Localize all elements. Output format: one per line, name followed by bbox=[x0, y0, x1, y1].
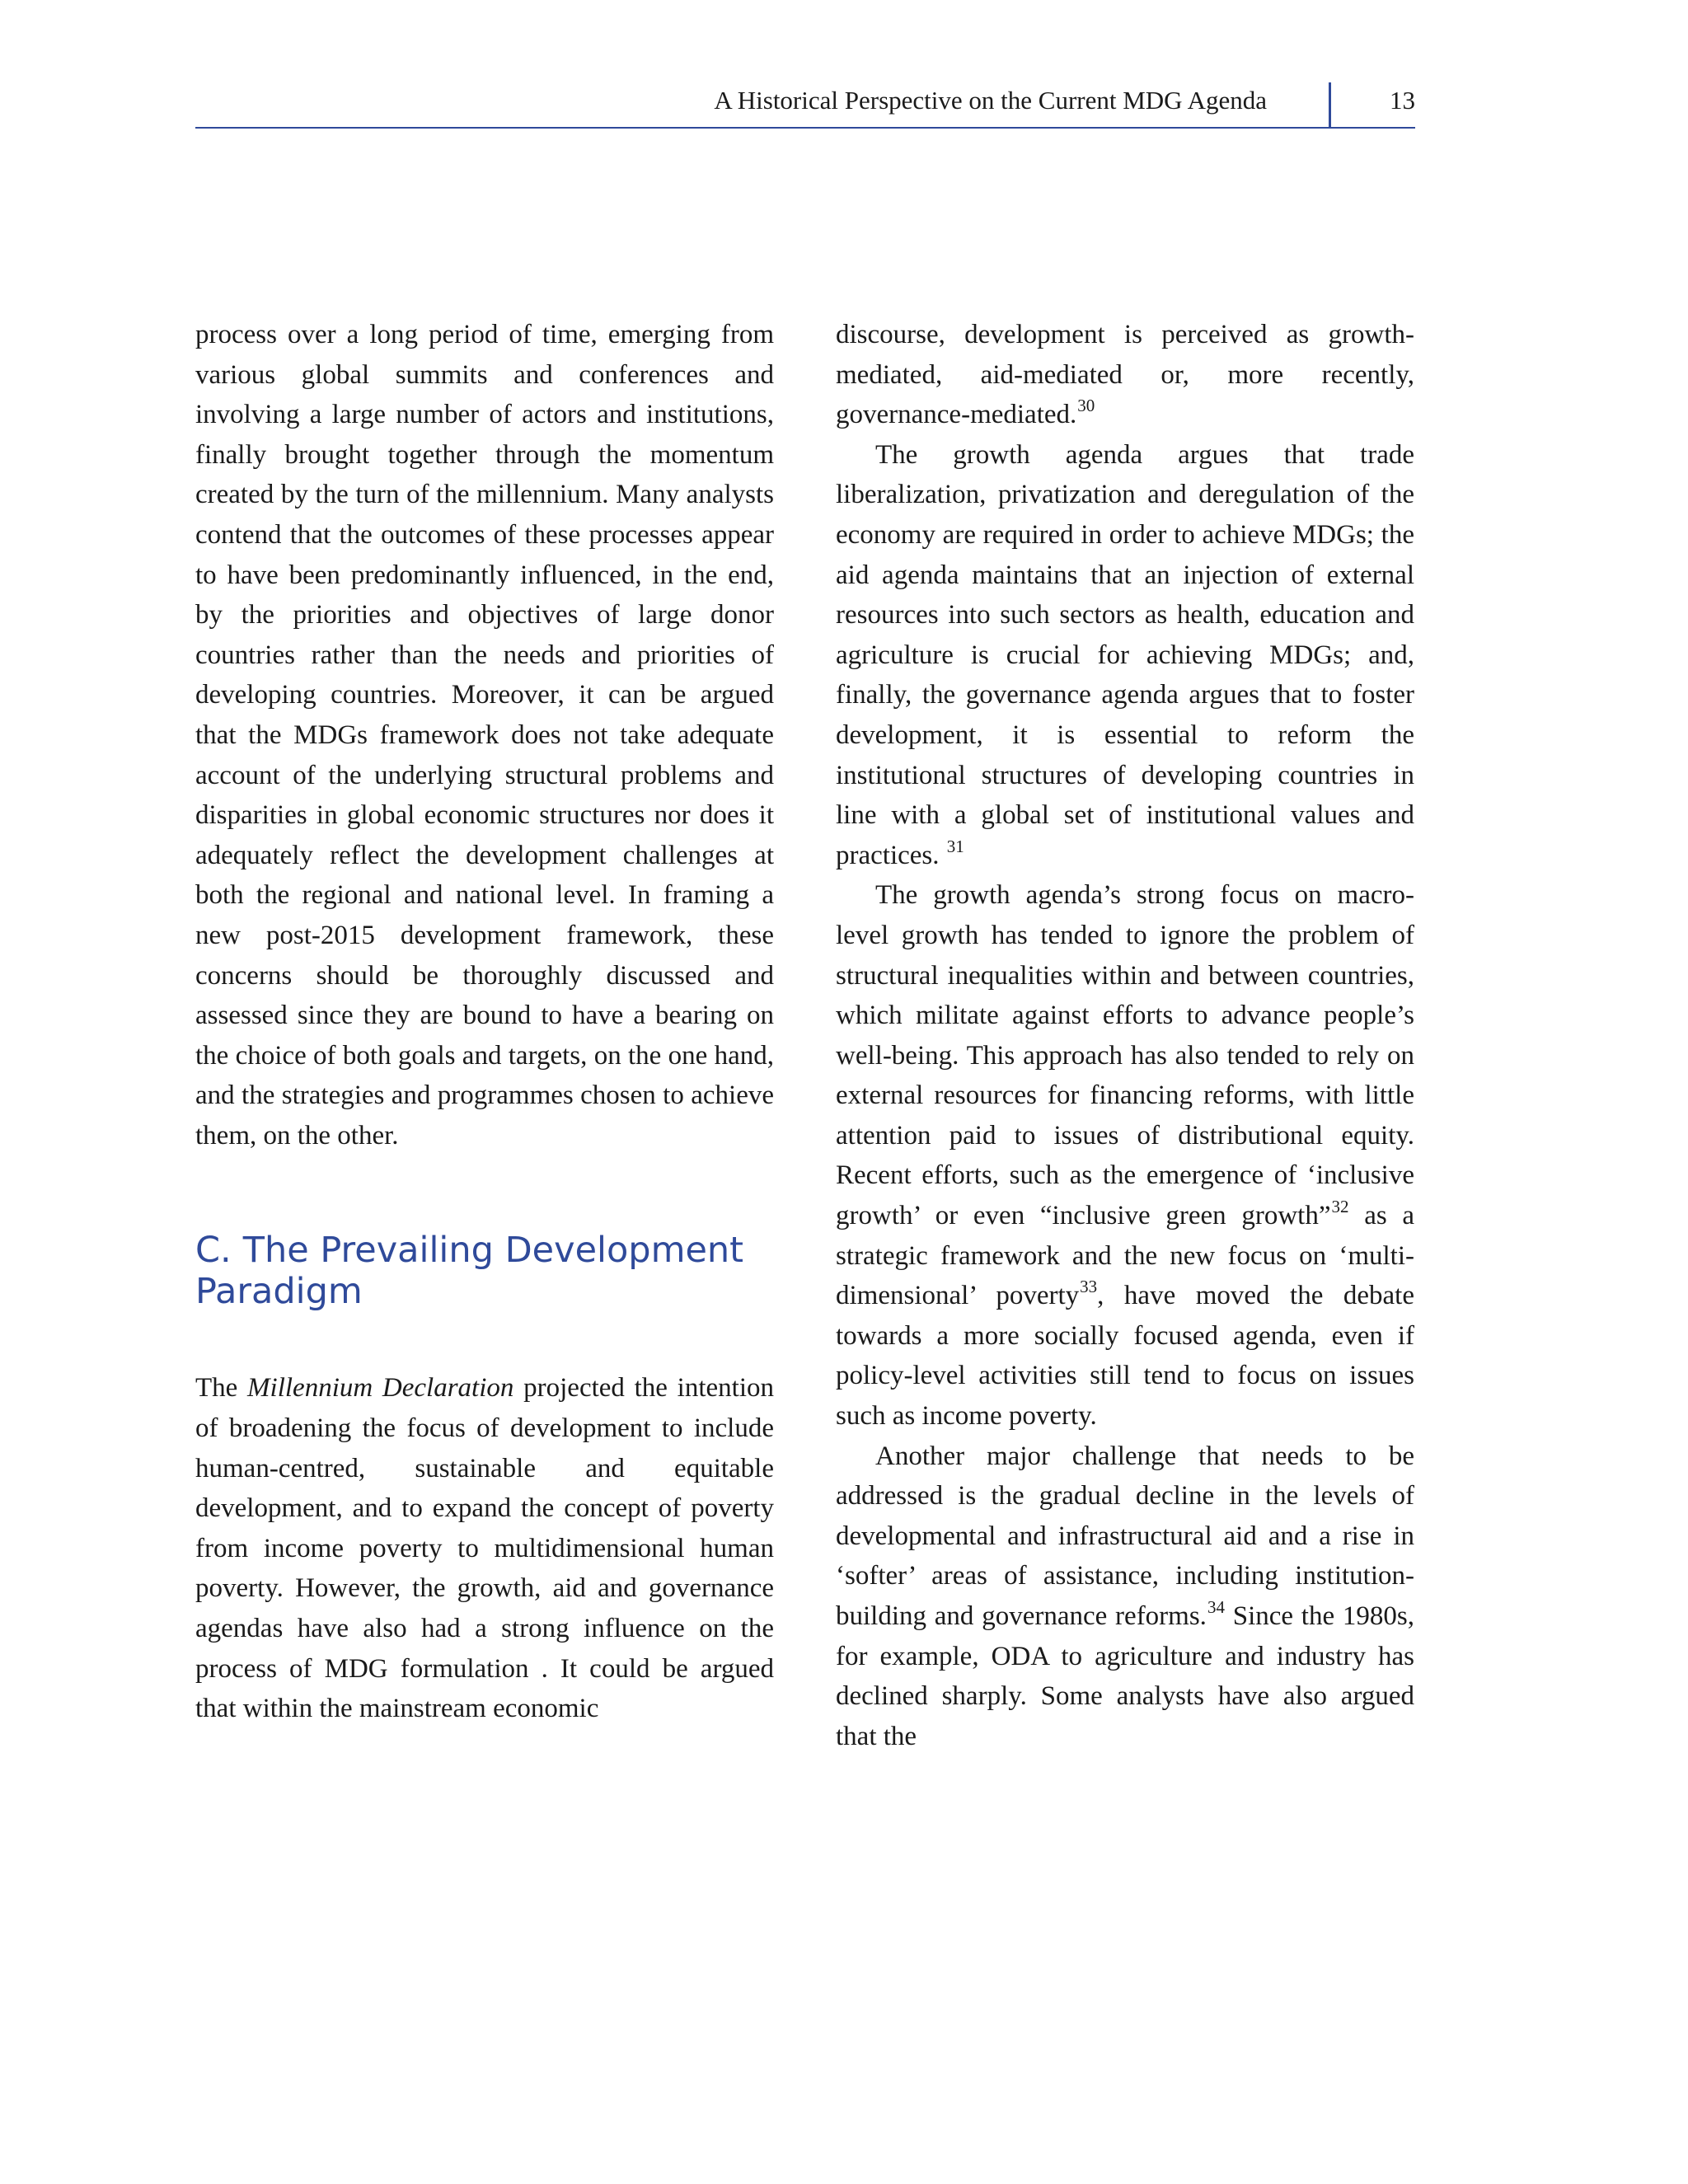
header-divider bbox=[1329, 82, 1331, 127]
footnote-ref-30[interactable]: 30 bbox=[1077, 396, 1095, 416]
paragraph-text: The growth agenda argues that trade liberalization, privatization and deregulation of the economy are required in order to achieve MDGs; the aid agenda maintains that an injection of external resources into such sectors as health, education and agriculture is crucial for achieving MDGs; and, finally, the governance agenda argues that to foster development, it is essential to reform the institutional structures of developing countries in line with a global set of institutional values and practices. bbox=[836, 439, 1414, 870]
paragraph-continued: process over a long period of time, emerging from various global summits and conferences and involving a large number of actors and institutions, finally brought together through the momentum created by the turn of the millennium. Many analysts contend that the outcomes of these processes appear to have been predominantly influenced, in the end, by the priorities and objectives of large donor countries rather than the needs and priorities of developing countries. Moreover, it can be argued that the MDGs framework does not take adequate account of the underlying structural problems and disparities in global economic structures nor does it adequately reflect the development challenges at both the regional and national level. In framing a new post-2015 development framework, these concerns should be thoroughly discussed and assessed since they are bound to have a bearing on the choice of both goals and targets, on the one hand, and the strategies and programmes chosen to achieve them, on the other. bbox=[195, 320, 774, 1151]
page-number: 13 bbox=[1390, 86, 1415, 115]
paragraph-text: Another major challenge that needs to be addressed is the gradual decline in the levels of developmental and infrastructural aid and a rise in ‘softer’ areas of assistance, including institution-building and governance reforms. bbox=[836, 1441, 1414, 1631]
section-letter: C. bbox=[195, 1230, 232, 1272]
footnote-ref-34[interactable]: 34 bbox=[1207, 1597, 1225, 1617]
paragraph-text: Since the 1980s, for example, ODA to agriculture and industry has declined sharply. Some analysts have also argued that the bbox=[836, 1601, 1414, 1751]
section-heading bbox=[195, 1230, 774, 1312]
footnote-ref-31[interactable]: 31 bbox=[946, 836, 964, 856]
right-column bbox=[836, 315, 1414, 1756]
paragraph-text: projected the intention of broadening the focus of development to include human-centred, sustainable and equitable development, and to expand the concept of poverty from income poverty to multidimensional human poverty. However, the growth, aid and governance agendas have also had a strong influence on the process of MDG formulation . It could be argued that within the mainstream economic bbox=[195, 1373, 775, 1724]
italic-term: Millennium Declaration bbox=[247, 1373, 514, 1404]
paragraph-discourse bbox=[836, 315, 1414, 435]
paragraph-lead: The bbox=[195, 1373, 238, 1404]
running-title: A Historical Perspective on the Current MDG Agenda bbox=[714, 86, 1267, 115]
footnote-ref-33[interactable]: 33 bbox=[1080, 1277, 1098, 1297]
paragraph-macro-level-growth bbox=[836, 875, 1414, 1436]
paragraph-text: as a strategic framework and the new focus on ‘multi-dimensional’ poverty bbox=[836, 1201, 1415, 1311]
footnote-ref-32[interactable]: 32 bbox=[1331, 1197, 1349, 1217]
paragraph-aid-decline bbox=[836, 1436, 1414, 1757]
paragraph-growth-agenda bbox=[836, 435, 1414, 876]
paragraph-millennium-declaration bbox=[195, 1368, 774, 1728]
running-header bbox=[195, 81, 1415, 129]
paragraph-text: The growth agenda’s strong focus on macro-level growth has tended to ignore the problem of structural inequalities within and between countries, which militate against efforts to advance people’s well-being. This approach has also tended to rely on external resources for financing reforms, with little attention paid to issues of distributional equity. Recent efforts, such as the emergence of ‘inclusive growth’ or even “inclusive green growth” bbox=[836, 880, 1414, 1231]
left-column bbox=[195, 315, 774, 1729]
section-title: The Prevailing Development Paradigm bbox=[195, 1230, 744, 1313]
paragraph-text: discourse, development is perceived as growth-mediated, aid-mediated or, more recently, governance-mediated. bbox=[836, 320, 1414, 430]
paragraph-text: , have moved the debate towards a more socially focused agenda, even if policy-level activities still tend to focus on issues such as income poverty. bbox=[836, 1281, 1414, 1432]
